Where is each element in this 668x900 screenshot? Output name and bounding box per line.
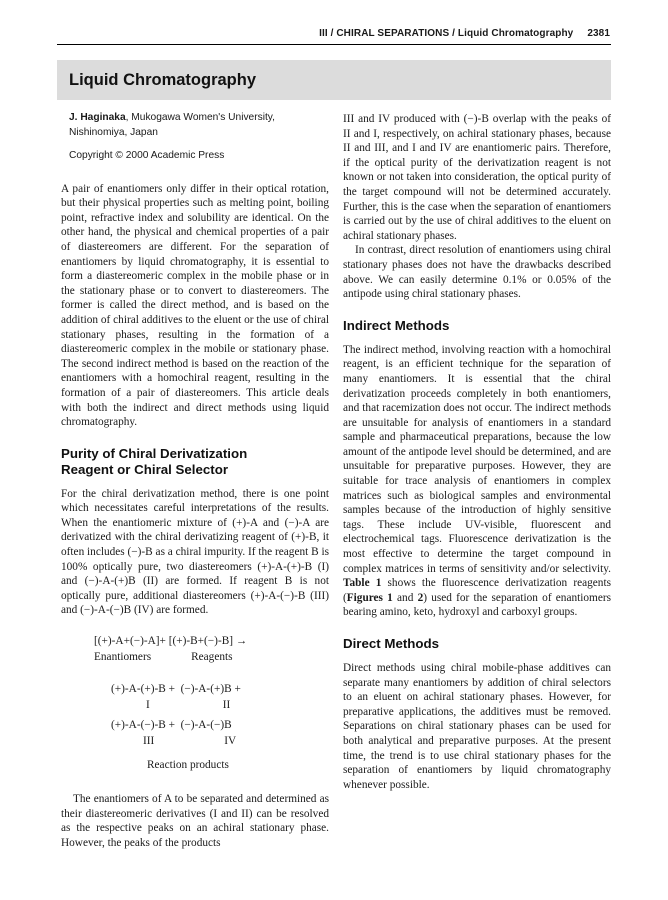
- section-heading-direct: Direct Methods: [343, 636, 440, 651]
- page-number: 2381: [587, 28, 610, 39]
- continuation-paragraph: III and IV produced with (−)-B overlap with the peaks of II and I, respectively, on achiral stationary phases, because II and III, and I and IV are enantiomeric pairs. Therefore, if the optical purity of the derivatization reagent is not known or not taken into consideration, the optical purity of the target compound will not be determined accurately. Further, this is the case when the separation of enantiomers is carried out by the use of chiral additives to the eluent on achiral stationary phases.: [343, 113, 611, 242]
- right-column: [343, 112, 611, 792]
- reaction-scheme: [61, 634, 329, 774]
- roman-iv: IV: [224, 735, 237, 748]
- roman-ii: II: [222, 699, 231, 712]
- scheme-products-row-2: (+)-A-(−)-B + (−)-A-(−)B: [111, 719, 232, 732]
- copyright-line: Copyright © 2000 Academic Press: [69, 150, 225, 161]
- closing-paragraph: The enantiomers of A to be separated and determined as their diastereomeric derivatives (I and II) can be resolved as the respective peaks on an achiral stationary phase. However, the peaks of the products: [61, 793, 329, 849]
- direct-paragraph: Direct methods using chiral mobile-phase additives can separate many enantiomers by addition of chiral selectors to an eluent on achiral stationary phases. However, for preparative applications, the additives must be removed. Separations on chiral stationary phases can be used for both analytical and preparative purposes. At the present time, the trend is to use chiral stationary phases for the separation of enantiomers by liquid chromatography whenever possible.: [343, 662, 611, 791]
- indirect-text-b: shows the fluorescence derivatization reagents (: [343, 577, 611, 604]
- running-head: [0, 28, 610, 39]
- affiliation-line-2: Nishinomiya, Japan: [69, 127, 158, 138]
- left-column: [61, 110, 329, 850]
- heading-purity-line-1: Purity of Chiral Derivatization: [61, 445, 248, 461]
- indirect-text-c: ) used for the separation of enantiomers bearing amino, keto, hydroxyl and carboxyl groups.: [343, 591, 611, 619]
- running-head-title: III / CHIRAL SEPARATIONS / Liquid Chromatography: [319, 28, 574, 39]
- section-heading-indirect: Indirect Methods: [343, 317, 450, 333]
- scheme-roman-row-1: [61, 698, 329, 714]
- title-band: [57, 60, 611, 100]
- purity-paragraph: For the chiral derivatization method, there is one point which necessitates careful interpretations of the results. When the enantiomeric mixture of (+)-A and (−)-A are derivatized with the chiral derivatizing reagent of (+)-B, it often includes (−)-B as a chiral impurity. If the reagent B is 100% optically pure, two diastereomers (+)-A-(+)-B (I) and (−)-A-(+)B (II) are formed. If reagent B is not optically pure, additional diastereomers (+)-A-(−)-B (III) and (−)-A-(−)B (IV) are formed.: [61, 487, 329, 617]
- author-affiliation: [69, 110, 329, 140]
- label-enantiomers: Enantiomers: [94, 651, 152, 664]
- label-reagents: Reagents: [191, 651, 233, 664]
- roman-iii: III: [143, 735, 155, 748]
- header-rule: [57, 44, 611, 45]
- article-title: Liquid Chromatography: [69, 71, 256, 89]
- scheme-roman-row-2: [61, 734, 329, 750]
- scheme-products-label: Reaction products: [147, 759, 229, 772]
- indirect-text-a: The indirect method, involving reaction with a homochiral reagent, is an efficient technique for the separation of many enantiomers. It is essential that the chiral derivatization proceeds completely in both enantiomers, and that racemization does not occur. The indirect methods are unsuitable for analysis of enantiomers in a standard sample and pharmaceutical preparations, because the low amount of the antipode level should be determined, and are unsuitable for preparative purposes. However, they are suitable for trace analysis of enantiomers in complex matrices such as biological samples and environmental samples because of the introduction of highly sensitive tags. These include UV-visible, fluorescent and electrochemical tags. Fluorescence derivatization is the most effective to determine the target compound in complex matrices in terms of sensitivity and/or selectivity.: [343, 343, 611, 575]
- contrast-paragraph: In contrast, direct resolution of enantiomers using chiral stationary phases does not have the drawbacks described above. We can easily determine 0.1% or 0.05% of the antipode using chiral stationary phases.: [343, 244, 611, 301]
- scheme-products-row-1: (+)-A-(+)-B + (−)-A-(+)B +: [111, 683, 241, 696]
- affiliation-line-1: , Mukogawa Women's University,: [125, 112, 275, 123]
- figure-2-reference[interactable]: 2: [417, 591, 424, 604]
- table-1-reference[interactable]: Table 1: [343, 577, 382, 590]
- heading-purity-line-2: Reagent or Chiral Selector: [61, 461, 228, 477]
- roman-i: I: [146, 699, 150, 712]
- figure-1-reference[interactable]: Figures 1: [346, 591, 393, 604]
- intro-paragraph: A pair of enantiomers only differ in their optical rotation, but their physical properties such as melting point, boiling point, refractive index and solubility are identical. On the other hand, the physical and chemical properties of a pair of diastereomers are different. For the separation of enantiomers by liquid chromatography, it is essential to form a diastereomeric complex in the mobile phase or in the stationary phase or to convert to diastereomers. The former is called the direct method, and is based on the addition of chiral additives to the eluent or the use of chiral stationary phases, resulting in the formation of a diastereomeric complex in the mobile or stationary phase. The second indirect method is based on the reaction of the enantiomers with a homochiral reagent, resulting in the formation of a pair of diastereomers. This article deals with both the indirect and direct methods using liquid chromatography.: [61, 182, 329, 429]
- scheme-labels: [61, 650, 329, 666]
- author-name: J. Haginaka: [69, 112, 126, 123]
- indirect-paragraph: [343, 343, 611, 620]
- section-heading-purity: [61, 446, 329, 478]
- indirect-text-and: and: [392, 591, 418, 604]
- scheme-reaction: [(+)-A+(−)-A]+ [(+)-B+(−)-B] →: [94, 635, 248, 648]
